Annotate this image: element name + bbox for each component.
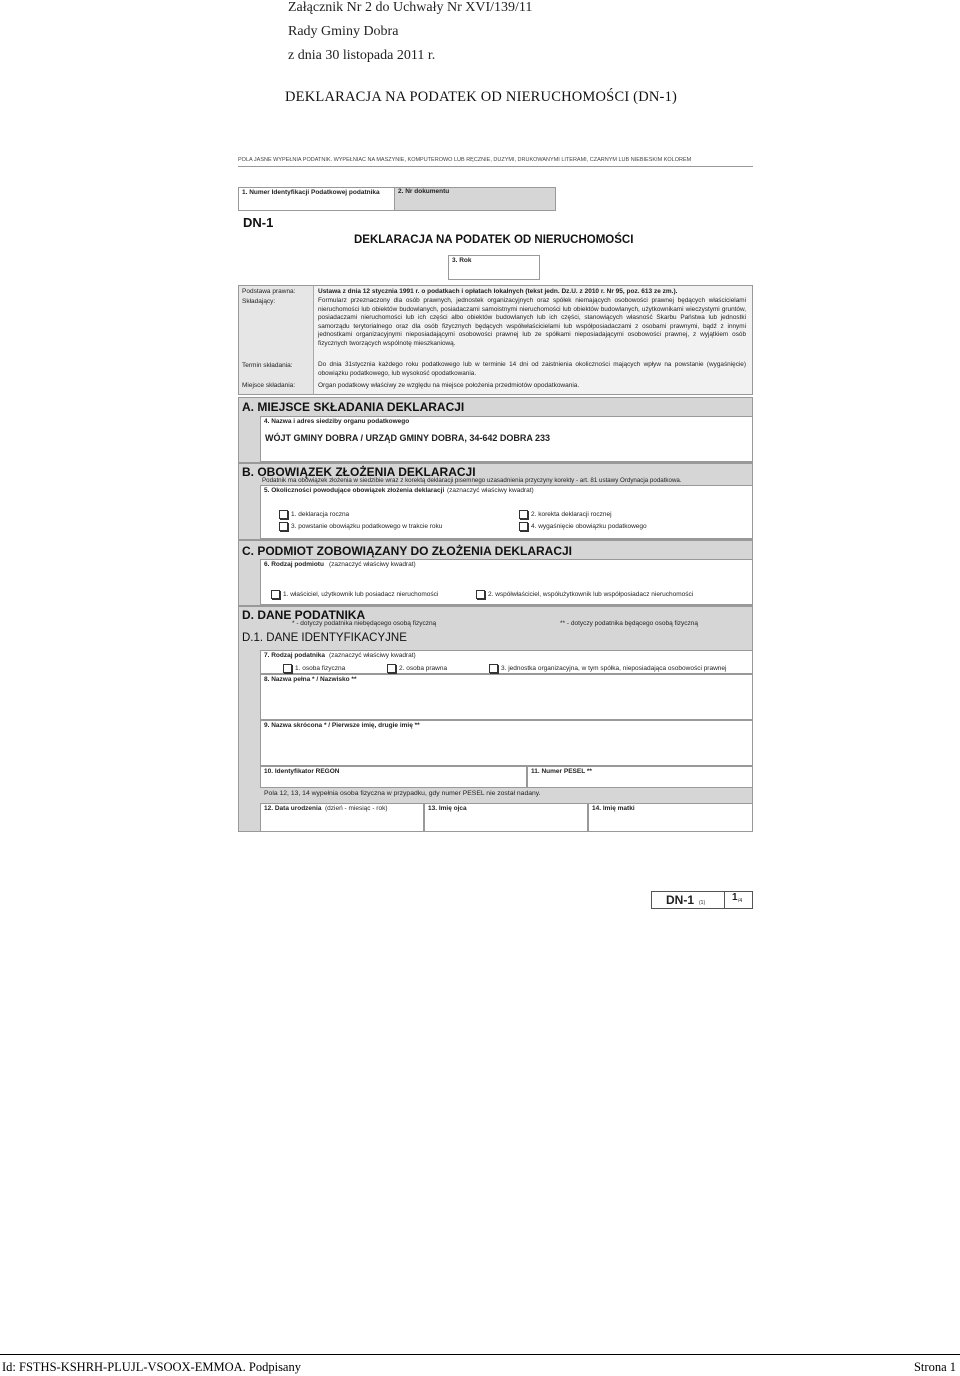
- obligation-field: [260, 485, 753, 539]
- tax-office-label: 4. Nazwa i adres siedziby organu podatkowego: [264, 418, 410, 425]
- full-name-field[interactable]: [260, 674, 753, 720]
- page-number: 1: [732, 892, 738, 903]
- form-hint: POLA JASNE WYPEŁNIA PODATNIK. WYPEŁNIAĆ NA MASZYNIE, KOMPUTEROWO LUB RĘCZNIE, DUŻYMI, DRUKOWANYMI LITERAMI, CZARNYM LUB NIEBIESKIM KOLOREM: [238, 157, 753, 167]
- nip-label: 1. Numer Identyfikacji Podatkowej podatnika: [242, 189, 380, 196]
- entity-field: [260, 559, 753, 605]
- form-title: DEKLARACJA NA PODATEK OD NIERUCHOMOŚCI: [354, 234, 634, 246]
- birth-date-hint: (dzień - miesiąc - rok): [325, 805, 388, 812]
- checkbox-icon: [519, 510, 528, 519]
- legal-basis-text: Ustawa z dnia 12 stycznia 1991 r. o podatkach i opłatach lokalnych (tekst jedn. Dz.U. z 2010 r. Nr 95, poz. 613 ze zm.).: [318, 288, 678, 295]
- option-co-owner[interactable]: [476, 590, 693, 599]
- short-name-field[interactable]: [260, 720, 753, 766]
- checkbox-icon: [279, 510, 288, 519]
- option-annual-label: 1. deklaracja roczna: [291, 511, 350, 519]
- nip-field[interactable]: [238, 187, 395, 211]
- year-field[interactable]: [448, 255, 540, 280]
- birth-date-label: 12. Data urodzenia: [264, 805, 322, 812]
- short-name-label: 9. Nazwa skrócona * / Pierwsze imię, drugie imię **: [264, 722, 420, 729]
- document-title: DEKLARACJA NA PODATEK OD NIERUCHOMOŚCI (DN-1): [285, 89, 678, 105]
- deadline-text: Do dnia 31stycznia każdego roku podatkowego lub w terminie 14 dni od zaistnienia okoliczności mających wpływ na powstanie (wygaśnięcie) obowiązku podatkowego, lub wysokość opodatkowania.: [318, 361, 746, 377]
- taxpayer-type-label: 7. Rodzaj podatnika: [264, 652, 326, 659]
- doc-number-label: 2. Nr dokumentu: [398, 188, 450, 195]
- section-d-note-1: * - dotyczy podatnika niebędącego osobą fizyczną: [292, 620, 437, 627]
- tax-office-field: [260, 416, 753, 462]
- option-co-owner-label: 2. współwłaściciel, współużytkownik lub współposiadacz nieruchomości: [488, 591, 694, 599]
- footer-signature-id: Id: FSTHS-KSHRH-PLUJL-VSOOX-EMMOA. Podpisany: [2, 1360, 301, 1374]
- council-line: Rady Gminy Dobra: [288, 24, 399, 39]
- option-arising[interactable]: [279, 522, 442, 531]
- taxpayer-type-hint: (zaznaczyć właściwy kwadrat): [329, 652, 416, 659]
- mother-name-field[interactable]: [588, 803, 753, 832]
- option-correction-label: 2. korekta deklaracji rocznej: [531, 511, 612, 519]
- option-annual[interactable]: [279, 510, 349, 519]
- checkbox-icon: [271, 590, 280, 599]
- checkbox-icon: [279, 522, 288, 531]
- mother-name-label: 14. Imię matki: [592, 805, 635, 812]
- page-code-box: [651, 891, 753, 909]
- section-d-title: D. DANE PODATNIKA: [242, 608, 366, 622]
- option-organizational-unit-label: 3. jednostka organizacyjna, w tym spółka, nieposiadająca osobowości prawnej: [501, 665, 727, 673]
- pesel-note: Pola 12, 13, 14 wypełnia osoba fizyczna w przypadku, gdy numer PESEL nie został nadany.: [264, 790, 541, 797]
- option-expiry-label: 4. wygaśnięcie obowiązku podatkowego: [531, 523, 647, 531]
- obligation-label: 5. Okoliczności powodujące obowiązek złożenia deklaracji: [264, 487, 445, 494]
- pesel-label: 11. Numer PESEL **: [531, 768, 592, 775]
- section-c-title: C. PODMIOT ZOBOWIĄZANY DO ZŁOŻENIA DEKLARACJI: [242, 544, 572, 558]
- regon-field[interactable]: [260, 766, 527, 788]
- birth-date-field[interactable]: [260, 803, 424, 832]
- entity-label: 6. Rodzaj podmiotu: [264, 561, 324, 568]
- checkbox-icon: [519, 522, 528, 531]
- option-legal-person[interactable]: [387, 664, 447, 673]
- option-natural-person-label: 1. osoba fizyczna: [295, 665, 346, 673]
- father-name-field[interactable]: [424, 803, 588, 832]
- year-label: 3. Rok: [452, 257, 472, 264]
- option-arising-label: 3. powstanie obowiązku podatkowego w trakcie roku: [291, 523, 443, 531]
- option-legal-person-label: 2. osoba prawna: [399, 665, 448, 673]
- place-label: Miejsce składania:: [242, 382, 296, 389]
- checkbox-icon: [387, 664, 396, 673]
- checkbox-icon: [476, 590, 485, 599]
- taxpayer-type-field: [260, 650, 753, 674]
- option-natural-person[interactable]: [283, 664, 345, 673]
- page-code-sub: (1): [699, 900, 706, 906]
- page-number-sub: /4: [738, 898, 743, 904]
- form-code: DN-1: [243, 215, 274, 230]
- full-name-label: 8. Nazwa pełna * / Nazwisko **: [264, 676, 357, 683]
- deadline-label: Termin składania:: [242, 362, 293, 369]
- option-organizational-unit[interactable]: [489, 664, 726, 673]
- footer-page-number: Strona 1: [913, 1360, 956, 1374]
- submitter-label: Składający:: [242, 298, 276, 305]
- pesel-field[interactable]: [527, 766, 753, 788]
- option-correction[interactable]: [519, 510, 612, 519]
- entity-hint: (zaznaczyć właściwy kwadrat): [329, 561, 416, 568]
- section-b-note: Podatnik ma obowiązek złożenia w siedzibie wraz z korektą deklaracji pisemnego uzasadnienia przyczyny korekty - art. 81 ustawy Ordynacja podatkowa.: [262, 477, 682, 484]
- checkbox-icon: [489, 664, 498, 673]
- option-owner-label: 1. właściciel, użytkownik lub posiadacz nieruchomości: [283, 591, 439, 599]
- place-text: Organ podatkowy właściwy ze względu na miejsce położenia przedmiotów opodatkowania.: [318, 382, 580, 389]
- page-code: DN-1: [666, 893, 695, 907]
- checkbox-icon: [283, 664, 292, 673]
- date-line: z dnia 30 listopada 2011 r.: [288, 48, 436, 63]
- submitter-text: Formularz przeznaczony dla osób prawnych, jednostek organizacyjnych oraz spółek niemających osobowości prawnej będących właścicielami nieruchomości lub obiektów budowlanych, posiadaczami samoistnymi nieruchomości lub obiektów budowlanych, użytkownikami wieczystymi gruntów, posiadaczami nieruchomości lub ich części albo obiektów budowlanych lub ich części, stanowiących własność Skarbu Państwa lub jednostki samorządu terytorialnego oraz dla osób fizycznych będących współwłaścicielami lub współposiadaczami z osobami prawnymi, bądź z innymi jednostkami organizacyjnymi nieposiadającymi osobowości prawnej lub ze spółkami nieposiadającymi osobowości prawnej, z wyjątkiem osób fizycznych tworzących wspólnotę mieszkaniową.: [318, 297, 746, 347]
- father-name-label: 13. Imię ojca: [428, 805, 467, 812]
- legal-basis-label: Podstawa prawna:: [242, 288, 296, 295]
- section-d1-title: D.1. DANE IDENTYFIKACYJNE: [242, 632, 407, 644]
- tax-office-value: WÓJT GMINY DOBRA / URZĄD GMINY DOBRA, 34-642 DOBRA 233: [265, 433, 551, 443]
- section-d-note-2: ** - dotyczy podatnika będącego osobą fizyczną: [560, 620, 699, 627]
- option-owner[interactable]: [271, 590, 438, 599]
- footer-rule: [0, 1354, 960, 1355]
- regon-label: 10. Identyfikator REGON: [264, 768, 340, 775]
- attachment-line: Załącznik Nr 2 do Uchwały Nr XVI/139/11: [288, 0, 533, 15]
- obligation-hint: (zaznaczyć właściwy kwadrat): [447, 487, 534, 494]
- option-expiry[interactable]: [519, 522, 647, 531]
- section-b-title: B. OBOWIĄZEK ZŁOŻENIA DEKLARACJI: [242, 465, 476, 479]
- section-a-title: A. MIEJSCE SKŁADANIA DEKLARACJI: [242, 400, 465, 414]
